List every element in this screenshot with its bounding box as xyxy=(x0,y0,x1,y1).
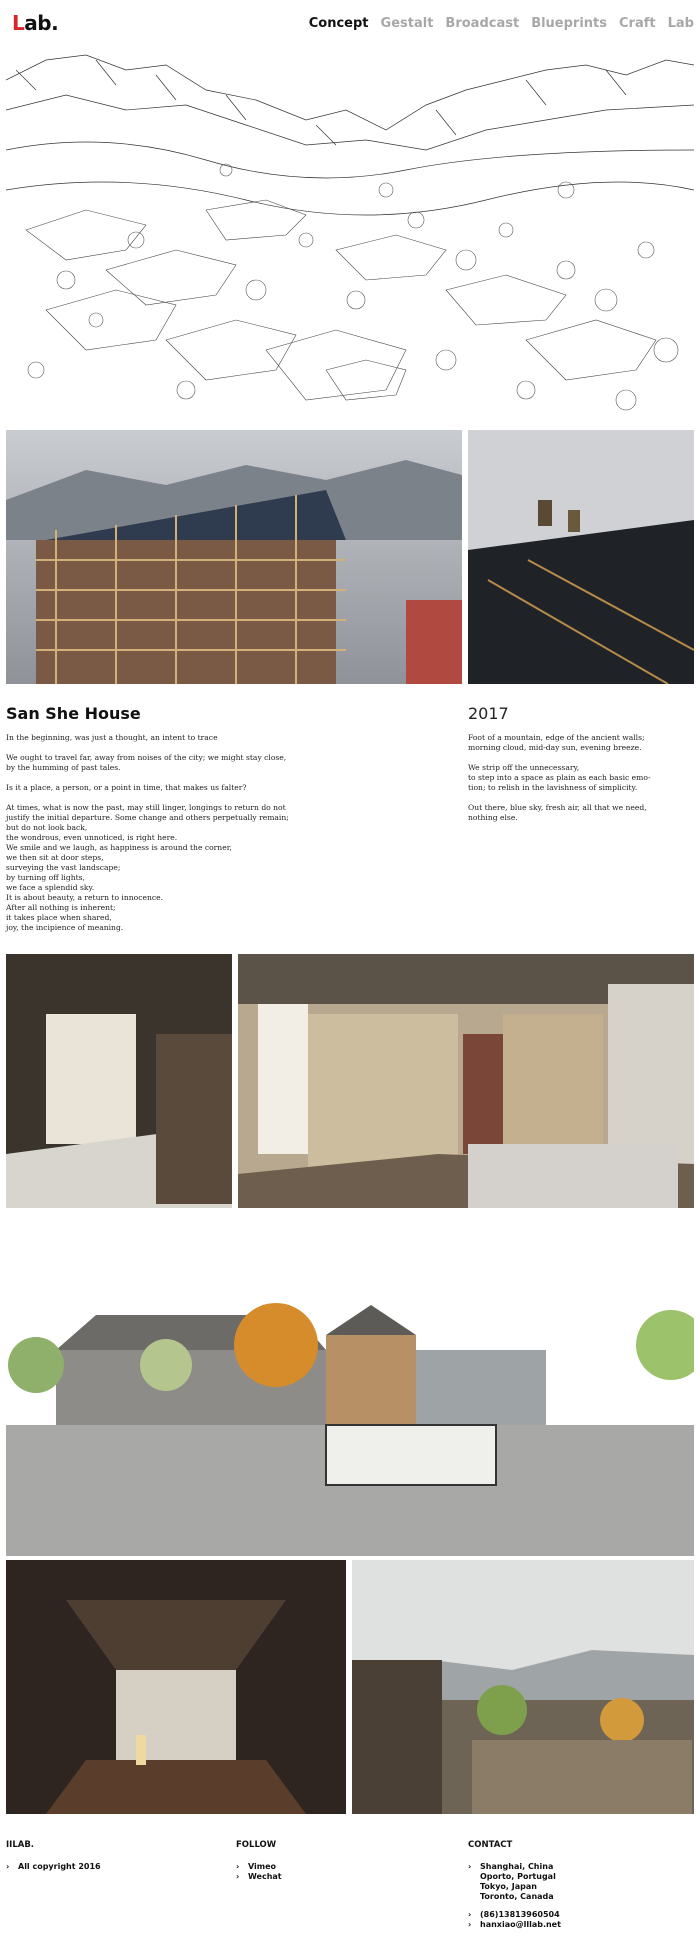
logo-rest: ab xyxy=(24,11,52,35)
intro-paragraph: We strip off the unnecessary, to step into a space as plain as each basic emo- tion; to relish in the lavishness of simplicity. xyxy=(468,763,651,792)
site-footer xyxy=(6,1840,694,1950)
intro-paragraph: In the beginning, was just a thought, an intent to trace xyxy=(6,733,218,742)
nav-blueprints[interactable]: Blueprints xyxy=(531,15,608,31)
intro-paragraph: Foot of a mountain, edge of the ancient walls; morning cloud, mid-day sun, evening breeze. xyxy=(468,733,645,752)
footer-column-brand xyxy=(6,1840,101,1872)
intro-paragraph: At times, what is now the past, may still linger, longings to return do not justify the initial departure. Some change and others perpetually remain; but do not look back, the wondrous, even unnoticed, is right here. We smile and we laugh, as happiness is around the corner, we then sit at door steps, surveying the vast landscape; by turning off lights, we face a splendid sky. It is about beauty, a return to innocence. After all nothing is inherent; it takes place when shared, joy, the incipience of meaning. xyxy=(6,803,289,932)
intro-paragraph: We ought to travel far, away from noises of the city; we might stay close, by the humming of past tales. xyxy=(6,753,287,772)
footer-email[interactable]: › hanxiao@lllab.net xyxy=(468,1920,561,1929)
intro-left-column xyxy=(6,704,336,943)
intro-paragraph: Is it a place, a person, or a point in time, that makes us falter? xyxy=(6,783,247,792)
logo-dot: . xyxy=(51,11,59,35)
chevron-right-icon: › xyxy=(468,1910,472,1919)
chevron-right-icon: › xyxy=(236,1872,240,1881)
nav-broadcast[interactable]: Broadcast xyxy=(445,15,520,31)
bedroom-render-left xyxy=(6,954,232,1208)
project-year: 2017 xyxy=(468,704,509,723)
intro-right-column xyxy=(468,704,694,833)
logo-accent-letter: L xyxy=(12,11,25,35)
footer-column-follow xyxy=(236,1840,282,1882)
roof-workers-photo xyxy=(468,430,694,684)
chevron-right-icon: › xyxy=(6,1862,10,1871)
project-title: San She House xyxy=(6,704,141,723)
footer-phone[interactable]: › (86)13813960504 xyxy=(468,1910,560,1919)
bedroom-render-right xyxy=(238,954,694,1208)
nav-craft[interactable]: Craft xyxy=(619,15,656,31)
dining-hall-render xyxy=(6,1560,346,1814)
footer-locations: › Shanghai, China Oporto, Portugal Tokyo, Japan Toronto, Canada xyxy=(468,1862,556,1901)
courtyard-render xyxy=(352,1560,694,1814)
main-nav xyxy=(309,16,694,31)
footer-link-vimeo[interactable]: › Vimeo xyxy=(236,1862,277,1871)
chevron-right-icon: › xyxy=(468,1862,472,1871)
footer-copyright: › All copyright 2016 xyxy=(6,1862,101,1871)
footer-link-wechat[interactable]: › Wechat xyxy=(236,1872,282,1881)
building-section-elevation xyxy=(6,1260,694,1556)
hero-sketch-image xyxy=(6,50,694,424)
sketch-drawing xyxy=(6,50,694,424)
footer-heading: FOLLOW xyxy=(236,1840,277,1850)
chevron-right-icon: › xyxy=(236,1862,240,1871)
construction-photo xyxy=(6,430,462,684)
nav-lab[interactable]: Lab xyxy=(667,15,694,31)
nav-gestalt[interactable]: Gestalt xyxy=(380,15,434,31)
site-header xyxy=(0,0,700,46)
footer-column-contact xyxy=(468,1840,561,1930)
nav-concept[interactable]: Concept xyxy=(308,15,369,31)
footer-heading: IILAB. xyxy=(6,1840,35,1850)
intro-paragraph: Out there, blue sky, fresh air, all that we need, nothing else. xyxy=(468,803,647,822)
project-intro xyxy=(6,704,694,944)
footer-heading: CONTACT xyxy=(468,1840,513,1850)
chevron-right-icon: › xyxy=(468,1920,472,1929)
site-logo[interactable] xyxy=(12,11,58,35)
